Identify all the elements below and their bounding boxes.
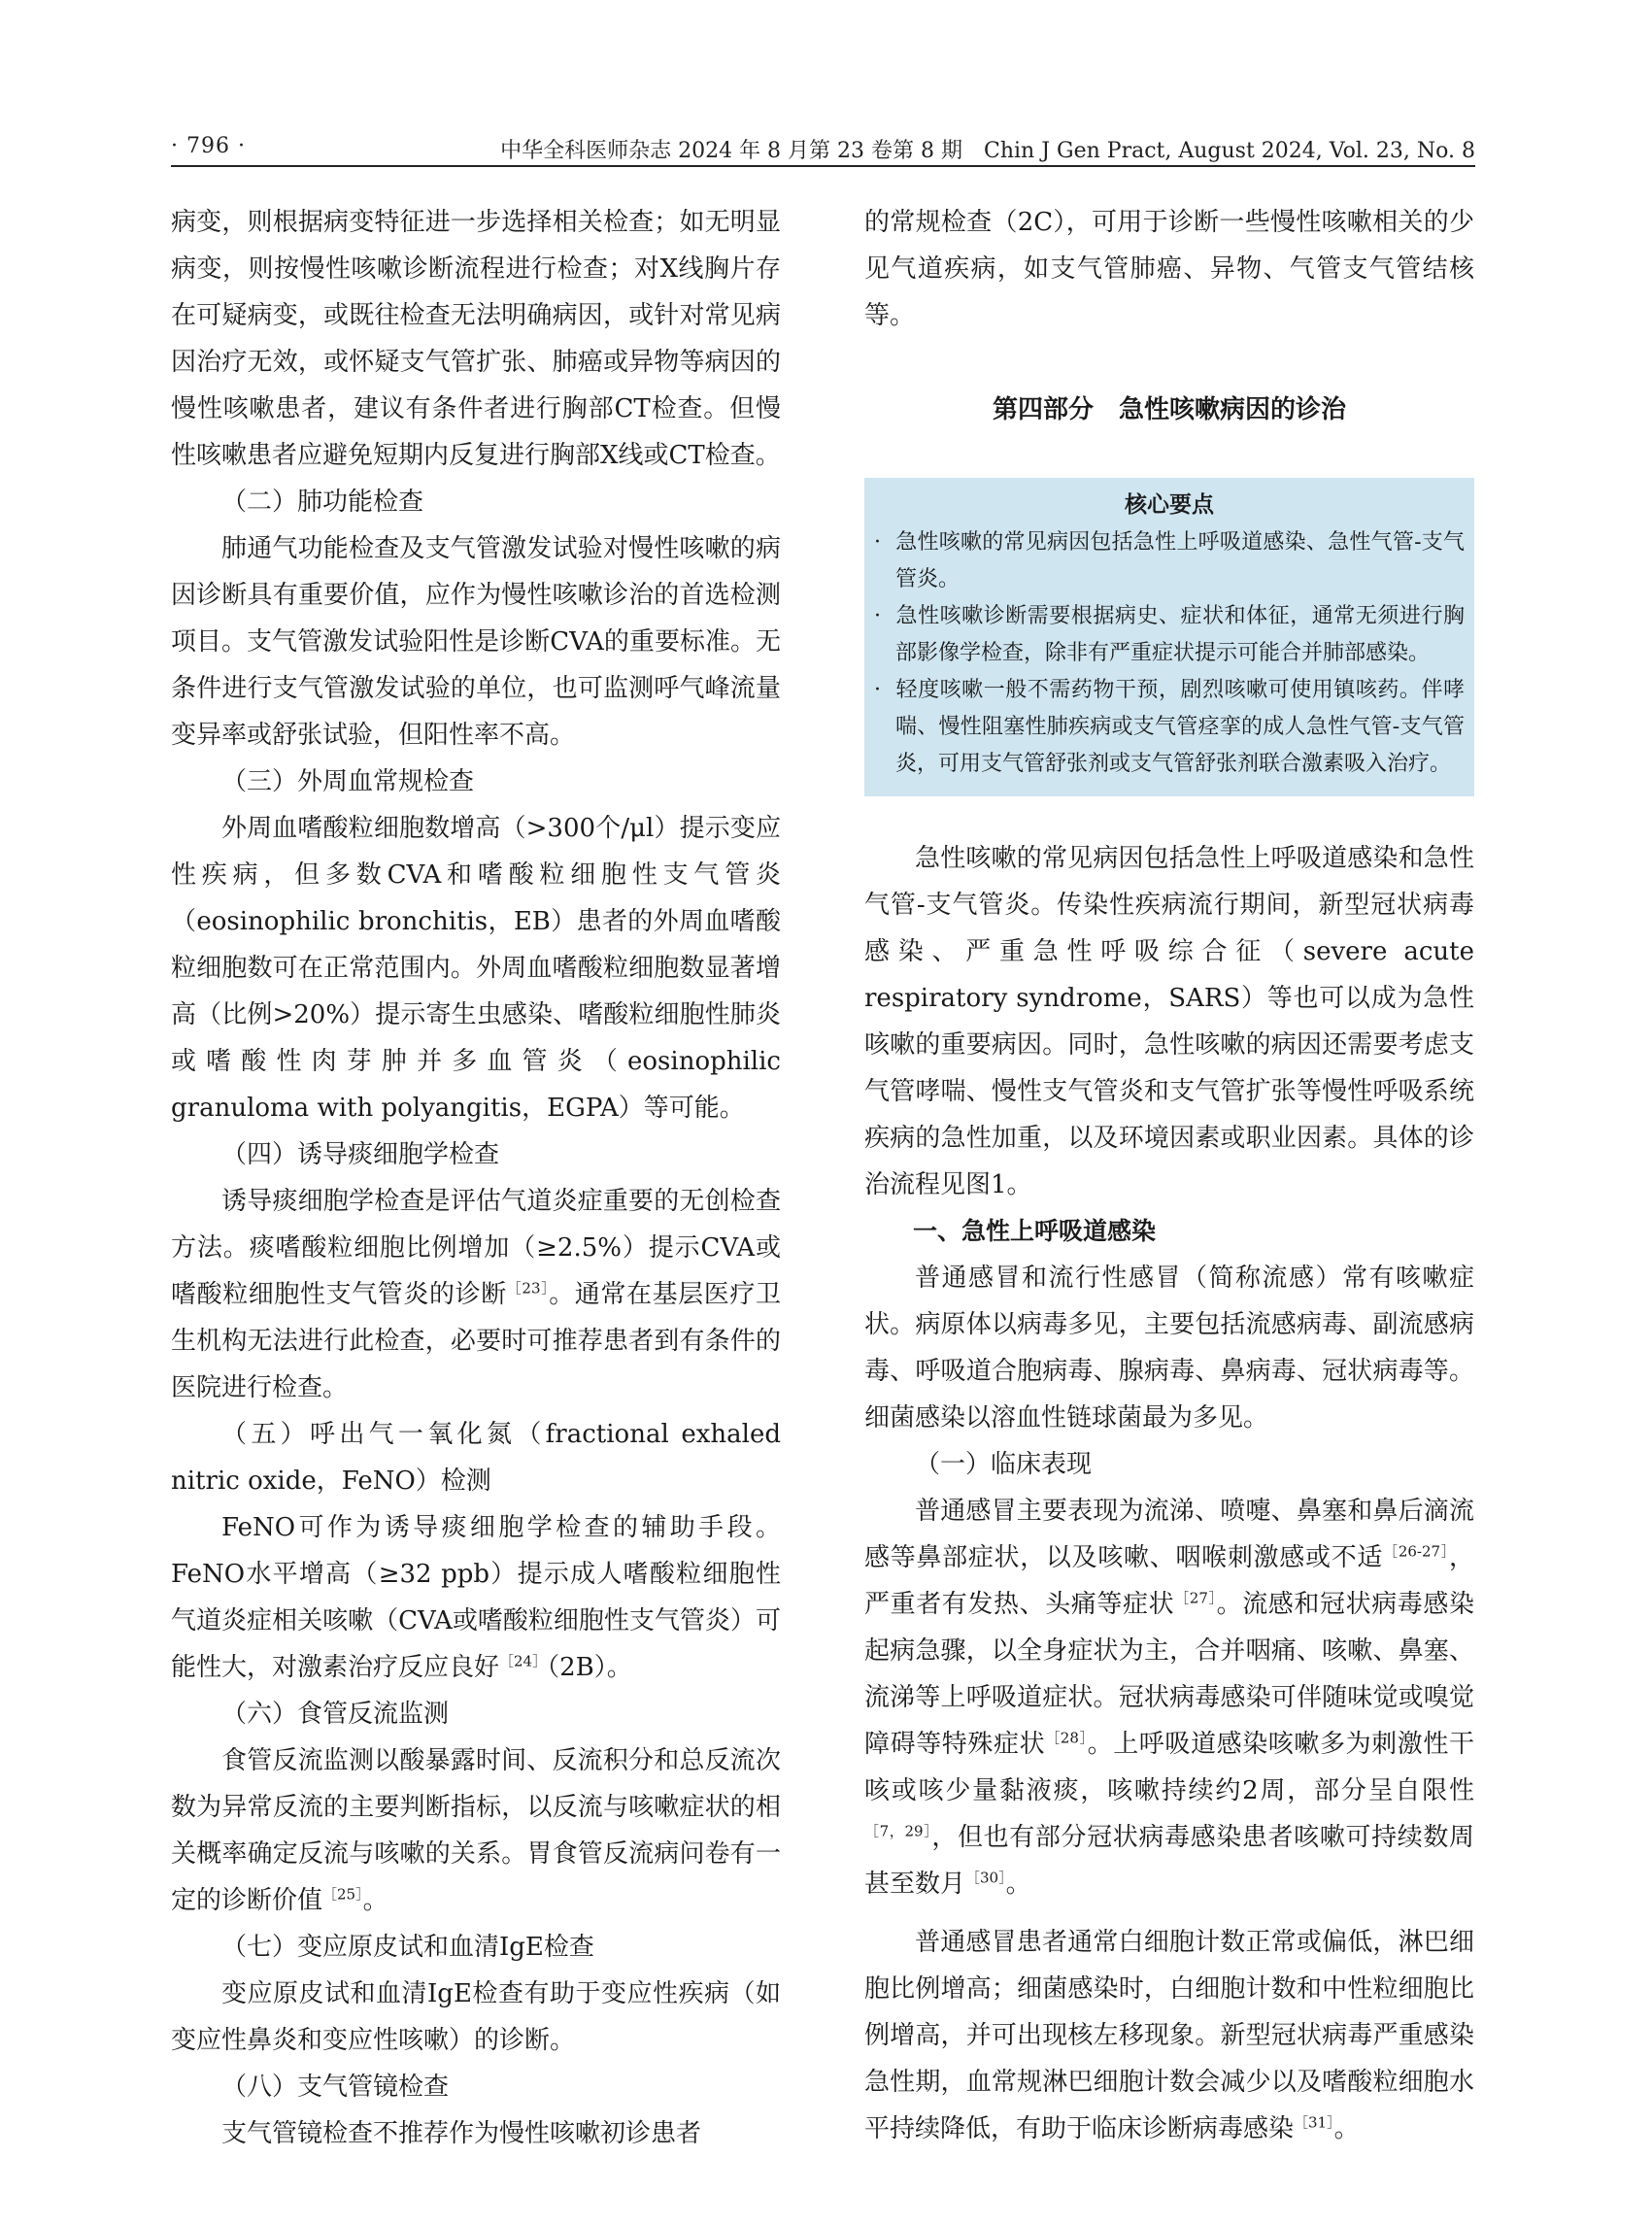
reference-marker: ［26-27］ [1383, 1542, 1449, 1561]
paragraph [171, 1178, 781, 1411]
reference-marker: ［28］ [1045, 1729, 1088, 1747]
text-run: 。通常在基层医疗卫生机构无法进行此检查，必要时可推荐患者到有条件的医院进行检查。 [171, 1280, 781, 1402]
text-run: 诱导痰细胞学检查是评估气道炎症重要的无创检查方法。痰嗜酸粒细胞比例增加（≥2.5%）提示CVA或嗜酸粒细胞性支气管炎的诊断 [171, 1187, 781, 1309]
key-point-item [874, 524, 1465, 598]
key-point-text: 急性咳嗽诊断需要根据病史、症状和体征，通常无须进行胸部影像学检查，除非有严重症状提示可能合并肺部感染。 [895, 604, 1465, 665]
section-heading: （八）支气管镜检查 [221, 2073, 450, 2102]
reference-marker: ［27］ [1174, 1589, 1217, 1607]
page-number: · 796 · [171, 134, 246, 158]
text-run: 。流感和冠状病毒感染起病急骤，以全身症状为主，合并咽痛、咳嗽、鼻塞、流涕等上呼吸道症状。冠状病毒感染可伴随味觉或嗅觉障碍等特殊症状 [864, 1590, 1474, 1759]
key-point-item [874, 598, 1465, 672]
section-heading: （五）呼出气一氧化氮（fractional exhaled nitric oxide，FeNO）检测 [171, 1420, 781, 1496]
running-header [171, 130, 1475, 167]
subsection-heading: 一、急性上呼吸道感染 [913, 1217, 1157, 1245]
text-run: FeNO可作为诱导痰细胞学检查的辅助手段。FeNO水平增高（≥32 ppb）提示成人嗜酸粒细胞性气道炎症相关咳嗽（CVA或嗜酸粒细胞性支气管炎）可能性大，对激素治疗反应良好 [171, 1513, 781, 1682]
reference-marker: ［25］ [322, 1885, 363, 1904]
key-points-title: 核心要点 [1125, 492, 1214, 518]
paragraph-gap [864, 1907, 1474, 1919]
paragraph: 支气管镜检查不推荐作为慢性咳嗽初诊患者 [221, 2119, 702, 2148]
section-heading: （二）肺功能检查 [221, 488, 424, 517]
paragraph: 普通感冒和流行性感冒（简称流感）常有咳嗽症状。病原体以病毒多见，主要包括流感病毒、副流感病毒、呼吸道合胞病毒、腺病毒、鼻病毒、冠状病毒等。细菌感染以溶血性链球菌最为多见。 [864, 1264, 1474, 1433]
text-run: 。上呼吸道感染咳嗽多为刺激性干咳或咳少量黏液痰，咳嗽持续约2周，部分呈自限性 [864, 1730, 1474, 1805]
reference-marker: ［24］ [499, 1652, 548, 1670]
text-run: 。 [1005, 1870, 1031, 1899]
paragraph: 外周血嗜酸粒细胞数增高（>300个/μl）提示变应性疾病，但多数CVA和嗜酸粒细胞性支气管炎（eosinophilic bronchitis，EB）患者的外周血嗜酸粒细胞数可在正常范围内。外周血嗜酸粒细胞数显著增高（比例>20%）提示寄生虫感染、嗜酸粒细胞性肺炎或嗜酸性肉芽肿并多血管炎（eosinophilic granuloma with polyangitis，EGPA）等可能。 [171, 814, 781, 1123]
text-run: 普通感冒主要表现为流涕、喷嚏、鼻塞和鼻后滴流感等鼻部症状，以及咳嗽、咽喉刺激感或不适 [864, 1497, 1474, 1572]
section-heading: （六）食管反流监测 [221, 1700, 450, 1729]
text-run: 普通感冒患者通常白细胞计数正常或偏低，淋巴细胞比例增高；细菌感染时，白细胞计数和中性粒细胞比例增高，并可出现核左移现象。新型冠状病毒严重感染急性期，血常规淋巴细胞计数会减少以及嗜酸粒细胞水平持续降低，有助于临床诊断病毒感染 [864, 1928, 1474, 2143]
reference-marker: ［23］ [506, 1279, 550, 1298]
section-heading: （三）外周血常规检查 [221, 767, 475, 796]
left-column [171, 199, 781, 2157]
bullet-icon: · [874, 678, 881, 702]
section-heading: （七）变应原皮试和血清IgE检查 [221, 1933, 594, 1962]
text-run: （2B）。 [547, 1653, 632, 1682]
text-run: 食管反流监测以酸暴露时间、反流积分和总反流次数为异常反流的主要判断指标，以反流与咳嗽症状的相关概率确定反流与咳嗽的关系。胃食管反流病问卷有一定的诊断价值 [171, 1746, 781, 1915]
part-title: 第四部分 急性咳嗽病因的诊治 [992, 395, 1346, 424]
text-run: ，但也有部分冠状病毒感染患者咳嗽可持续数周甚至数月 [864, 1823, 1474, 1899]
paragraph [864, 1488, 1474, 1907]
paragraph [171, 1737, 781, 1924]
section-heading: （一）临床表现 [915, 1450, 1093, 1479]
paragraph: 肺通气功能检查及支气管激发试验对慢性咳嗽的病因诊断具有重要价值，应作为慢性咳嗽诊治的首选检测项目。支气管激发试验阳性是诊断CVA的重要标准。无条件进行支气管激发试验的单位，也可监测呼气峰流量变异率或舒张试验，但阳性率不高。 [171, 534, 781, 750]
right-column [864, 199, 1474, 2152]
paragraph: 变应原皮试和血清IgE检查有助于变应性疾病（如变应性鼻炎和变应性咳嗽）的诊断。 [171, 1979, 781, 2055]
text-run: ，严重者有发热、头痛等症状 [864, 1543, 1474, 1619]
paragraph [864, 1919, 1474, 2152]
reference-marker: ［30］ [965, 1869, 1006, 1887]
bullet-icon: · [874, 530, 881, 555]
journal-citation: 中华全科医师杂志 2024 年 8 月第 23 卷第 8 期 Chin J Gen Pract, August 2024, Vol. 23, No. 8 [500, 139, 1475, 163]
paragraph: 病变，则根据病变特征进一步选择相关检查；如无明显病变，则按慢性咳嗽诊断流程进行检查；对X线胸片存在可疑病变，或既往检查无法明确病因，或针对常见病因治疗无效，或怀疑支气管扩张、肺癌或异物等病因的慢性咳嗽患者，建议有条件者进行胸部CT检查。但慢性咳嗽患者应避免短期内反复进行胸部X线或CT检查。 [171, 208, 781, 470]
reference-marker: ［7，29］ [864, 1822, 932, 1840]
key-point-text: 轻度咳嗽一般不需药物干预，剧烈咳嗽可使用镇咳药。伴哮喘、慢性阻塞性肺疾病或支气管痉挛的成人急性气管-支气管炎，可用支气管舒张剂或支气管舒张剂联合激素吸入治疗。 [895, 678, 1465, 776]
bullet-icon: · [874, 604, 881, 628]
text-run: 。 [362, 1886, 388, 1915]
key-point-item [874, 672, 1465, 783]
key-points-box [864, 478, 1474, 796]
text-run: 。 [1333, 2114, 1360, 2143]
paragraph: 急性咳嗽的常见病因包括急性上呼吸道感染和急性气管-支气管炎。传染性疾病流行期间，新型冠状病毒感染、严重急性呼吸综合征（severe acute respiratory syndrome，SARS）等也可以成为急性咳嗽的重要病因。同时，急性咳嗽的病因还需要考虑支气管哮喘、慢性支气管炎和支气管扩张等慢性呼吸系统疾病的急性加重，以及环境因素或职业因素。具体的诊治流程见图1。 [864, 844, 1474, 1199]
section-heading: （四）诱导痰细胞学检查 [221, 1140, 500, 1169]
reference-marker: ［31］ [1294, 2113, 1334, 2132]
paragraph: 的常规检查（2C），可用于诊断一些慢性咳嗽相关的少见气道疾病，如支气管肺癌、异物、气管支气管结核等。 [864, 208, 1474, 330]
paragraph [171, 1504, 781, 1691]
key-point-text: 急性咳嗽的常见病因包括急性上呼吸道感染、急性气管-支气管炎。 [895, 530, 1465, 591]
